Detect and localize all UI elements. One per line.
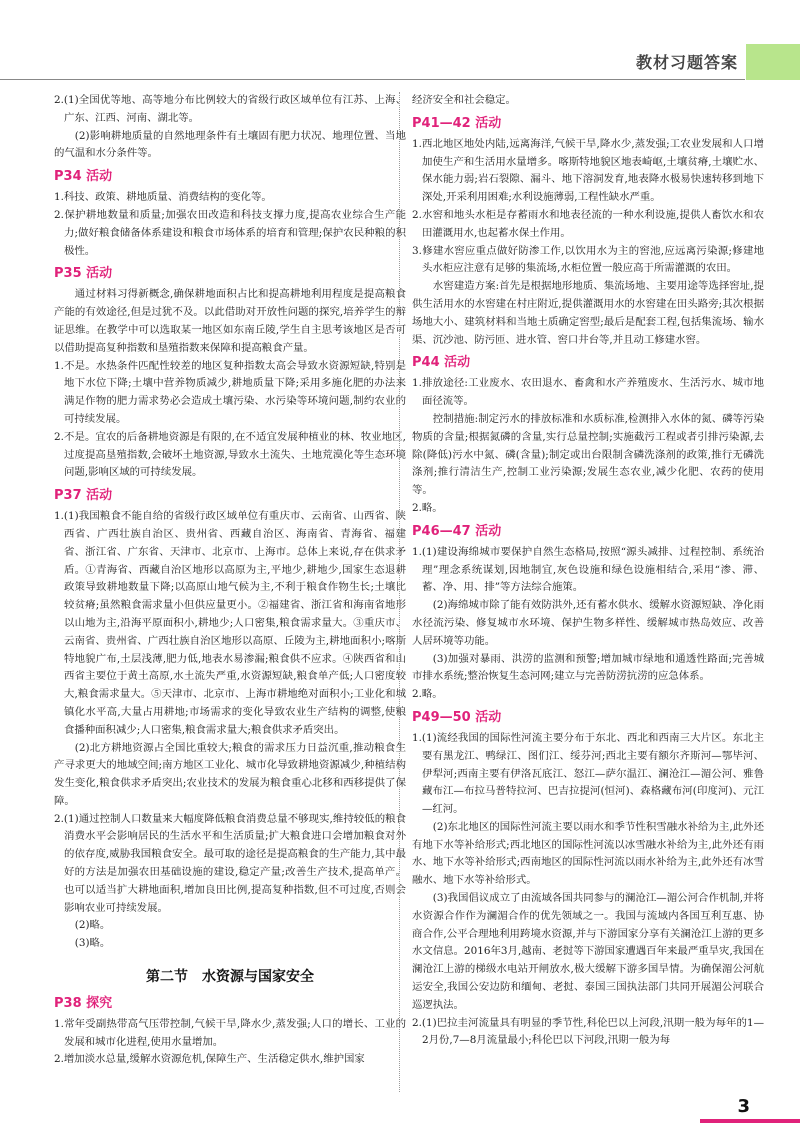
answer-paragraph: (2)北方耕地资源占全国比重较大;粮食的需求压力日益沉重,推动粮食生产寻求更大的地域空间;南方地区工业化、城市化导致耕地资源减少,种植结构发生变化,粮食供求矛盾突出;农业技术的发展为粮食重心北移和西移提供了保障。	[54, 741, 406, 807]
answer-paragraph: 2.略。	[412, 501, 443, 514]
activity-heading: P34 活动	[54, 169, 113, 185]
header-title: 教材习题答案	[635, 53, 738, 72]
answer-paragraph: 2.增加淡水总量,缓解水资源危机,保障生产、生活稳定供水,维护国家	[54, 1053, 365, 1066]
answer-paragraph: 1.(1)流经我国的国际性河流主要分布于东北、西北和西南三大片区。东北主要有黑龙江、鸭绿江、图们江、绥芬河;西北主要有额尔齐斯河—鄂毕河、伊犁河;西南主要有伊洛瓦底江、怒江—萨尔温江、澜沧江—湄公河、雅鲁藏布江—布拉马普特拉河、巴吉拉提河(恒河)、森格藏布河(印度河)、元江—红河。	[412, 731, 764, 816]
answer-paragraph: 通过材料习得新概念,确保耕地面积占比和提高耕地利用程度是提高粮食产能的有效途径,但是过犹不及。以此借助对开放性问题的探究,培养学生的辩证思维。在教学中可以选取某一地区如东南丘陵,学生自主思考该地区是否可以借助提高复种指数和垦殖指数来保障和提高粮食产量。	[54, 288, 406, 354]
activity-heading: P38 探究	[54, 995, 113, 1011]
answer-paragraph: (2)海绵城市除了能有效防洪外,还有蓄水供水、缓解水资源短缺、净化雨水径流污染、修复城市水环境、保护生物多样性、缓解城市热岛效应、改善人居环境等功能。	[412, 599, 764, 647]
answer-paragraph: 3.修建水窖应重点做好防渗工作,以饮用水为主的窖池,应远离污染源;修建地头水柜应注意有足够的集流场,水柜位置一般应高于所需灌溉的农田。	[412, 244, 764, 275]
header-rule	[0, 79, 745, 80]
answer-paragraph: 2.(1)通过控制人口数量来大幅度降低粮食消费总量不够现实,维持较低的粮食消费水平会影响居民的生活水平和生活质量;扩大粮食进口会增加粮食对外的依存度,威胁我国粮食安全。最可取的途径是提高粮食的生产能力,其中最好的方法是加强农田基础设施的建设,稳定产量;改善生产技术,提高单产。也可以适当扩大耕地面积,增加良田比例,提高复种指数,但不可过度,否则会影响农业可持续发展。	[54, 812, 406, 914]
section-title: 第二节 水资源与国家安全	[146, 969, 314, 986]
answer-paragraph: 2.略。	[412, 688, 443, 701]
activity-heading: P44 活动	[412, 355, 471, 371]
answer-paragraph: 2.水窖和地头水柜是存蓄雨水和地表径流的一种水利设施,提供人畜饮水和农田灌溉用水,也起蓄水保土作用。	[412, 208, 764, 239]
answer-paragraph: 经济安全和社会稳定。	[412, 94, 516, 106]
activity-heading: P35 活动	[54, 266, 113, 282]
answer-paragraph: 2.保护耕地数量和质量;加强农田改造和科技支撑力度,提高农业综合生产能力;做好粮食储备体系建设和粮食市场体系的培育和管理;保护农民种粮的积极性。	[54, 208, 406, 257]
answer-paragraph: 2.(1)巴拉圭河流量具有明显的季节性,科伦巴以上河段,汛期一般为每年的1—2月份,7—8月流量最小;科伦巴以下河段,汛期一般为每	[412, 1016, 764, 1047]
answer-paragraph: 水窖建造方案:首先是根据地形地质、集流场地、主要用途等选择窖址,提供生活用水的水窖建在村庄附近,提供灌溉用水的水窖建在田头路旁;其次根据场地大小、建筑材料和当地土质确定窖型;最后是配套工程,包括集流场、输水渠、沉沙池、防污匝、进水管、窖口井台等,并且动工修建水窖。	[412, 280, 764, 346]
answer-paragraph: (2)东北地区的国际性河流主要以雨水和季节性积雪融水补给为主,此外还有地下水等补给形式;西北地区的国际性河流以冰雪融水补给为主,此外还有雨水、地下水等补给形式;西南地区的国际性河流以雨水补给为主,此外还有冰雪融水、地下水等补给形式。	[412, 820, 764, 887]
left-column	[54, 92, 406, 1069]
activity-heading: P41—42 活动	[412, 115, 502, 131]
answer-paragraph: (2)影响耕地质量的自然地理条件有土壤固有肥力状况、地理位置、当地的气温和水分条件等。	[54, 129, 406, 160]
page-header	[0, 0, 800, 80]
answer-paragraph: 2.不是。宜农的后备耕地资源是有限的,在不适宜发展种植业的林、牧业地区,过度提高垦殖指数,会破坏土地资源,导致水土流失、土地荒漠化等生态环境问题,影响区域的可持续发展。	[54, 430, 406, 479]
answer-paragraph: 1.(1)我国粮食不能自给的省级行政区域单位有重庆市、云南省、山西省、陕西省、广西壮族自治区、贵州省、西藏自治区、海南省、青海省、福建省、浙江省、广东省、天津市、北京市、上海市。总体上来说,存在供求矛盾。①青海省、西藏自治区地形以高原为主,平地少,耕地少,国家生态退耕政策导致耕地数量下降;以高原山地气候为主,不利于粮食作物生长;土壤比较贫瘠;虽然粮食需求量小但供应量更小。②福建省、浙江省和海南省地形以山地为主,沿海平原面积小,耕地少;人口密集,粮食需求量大。③重庆市、云南省、贵州省、广西壮族自治区地形以高原、丘陵为主,耕地面积小;喀斯特地貌广布,土层浅薄,肥力低,地表水易渗漏;粮食供不应求。④陕西省和山西省主要位于黄土高原,水土流失严重,水资源短缺,粮食单产低;人口密度较大,粮食需求量大。⑤天津市、北京市、上海市耕地绝对面积小;工业化和城镇化水平高,大量占用耕地;市场需求的变化导致农业生产结构的调整,使粮食播种面积减少;人口密集,粮食需求量大;粮食供求矛盾突出。	[54, 510, 406, 736]
page-number: 3	[737, 1096, 750, 1117]
answer-paragraph: 1.常年受副热带高气压带控制,气候干旱,降水少,蒸发强;人口的增长、工业的发展和城市化进程,使用水量增加。	[54, 1017, 406, 1048]
right-column	[412, 92, 764, 1050]
column-divider	[399, 92, 401, 1092]
answer-paragraph: 1.西北地区地处内陆,远离海洋,气候干旱,降水少,蒸发强;工农业发展和人口增加使生产和生活用水量增多。喀斯特地貌区地表崎岖,土壤贫瘠,土壤贮水、保水能力弱;岩石裂隙、漏斗、地下溶洞发育,地表降水极易快速转移到地下深处,开采利用困难;水利设施薄弱,工程性缺水严重。	[412, 137, 764, 204]
answer-paragraph: 2.(1)全国优等地、高等地分布比例较大的省级行政区域单位有江苏、上海、广东、江西、河南、湖北等。	[54, 94, 406, 124]
page-number-bar	[700, 1119, 800, 1123]
answer-paragraph: 1.不是。水热条件匹配性较差的地区复种指数太高会导致水资源短缺,特别是地下水位下降;土壤中营养物质减少,耕地质量下降;采用多施化肥的办法来满足作物的肥力需求势必会造成土壤污染、水污染等环境问题,制约农业的可持续发展。	[54, 359, 406, 425]
page-body	[36, 92, 764, 1092]
activity-heading: P37 活动	[54, 488, 113, 504]
activity-heading: P46—47 活动	[412, 523, 502, 539]
activity-heading: P49—50 活动	[412, 709, 502, 725]
answer-paragraph: 1.(1)建设海绵城市要保护自然生态格局,按照“源头减排、过程控制、系统治理”理念系统谋划,因地制宜,灰色设施和绿色设施相结合,采用“渗、滞、蓄、净、用、排”等方法综合施策。	[412, 545, 764, 594]
answer-paragraph: (2)略。	[74, 919, 111, 932]
answer-paragraph: (3)我国倡议成立了由流域各国共同参与的澜沧江—湄公河合作机制,并将水资源合作作为澜湄合作的优先领域之一。我国与流域内各国互利互惠、协商合作,公平合理地利用跨境水资源,并与下游国家分享有关澜沧江上游的更多水文信息。2016年3月,越南、老挝等下游国家遭遇百年来最严重旱灾,我国在澜沧江上游的梯级水电站开闸放水,极大缓解下游多国旱情。为确保湄公河航运安全,我国公安边防和缅甸、老挝、泰国三国执法部门共同开展湄公河联合巡逻执法。	[412, 892, 764, 1011]
header-color-tab	[746, 44, 800, 80]
answer-paragraph: 控制措施:制定污水的排放标准和水质标准,检测排入水体的氮、磷等污染物质的含量;根据氮磷的含量,实行总量控制;实施截污工程或者引排污染源,去除(降低)污水中氮、磷(含量);制定或出台限制含磷洗涤剂的政策,推行无磷洗涤剂;推行清洁生产,控制工业污染源;发展生态农业,减少化肥、农药的使用等。	[412, 412, 764, 497]
answer-paragraph: 1.排放途径:工业废水、农田退水、畜禽和水产养殖废水、生活污水、城市地面径流等。	[412, 377, 764, 408]
answer-paragraph: (3)略。	[74, 937, 111, 950]
answer-paragraph: (3)加强对暴雨、洪涝的监测和预警;增加城市绿地和通透性路面;完善城市排水系统;整治恢复生态河网;建立与完善防涝抗涝的应急体系。	[412, 652, 764, 683]
answer-paragraph: 1.科技、政策、耕地质量、消费结构的变化等。	[54, 191, 272, 204]
